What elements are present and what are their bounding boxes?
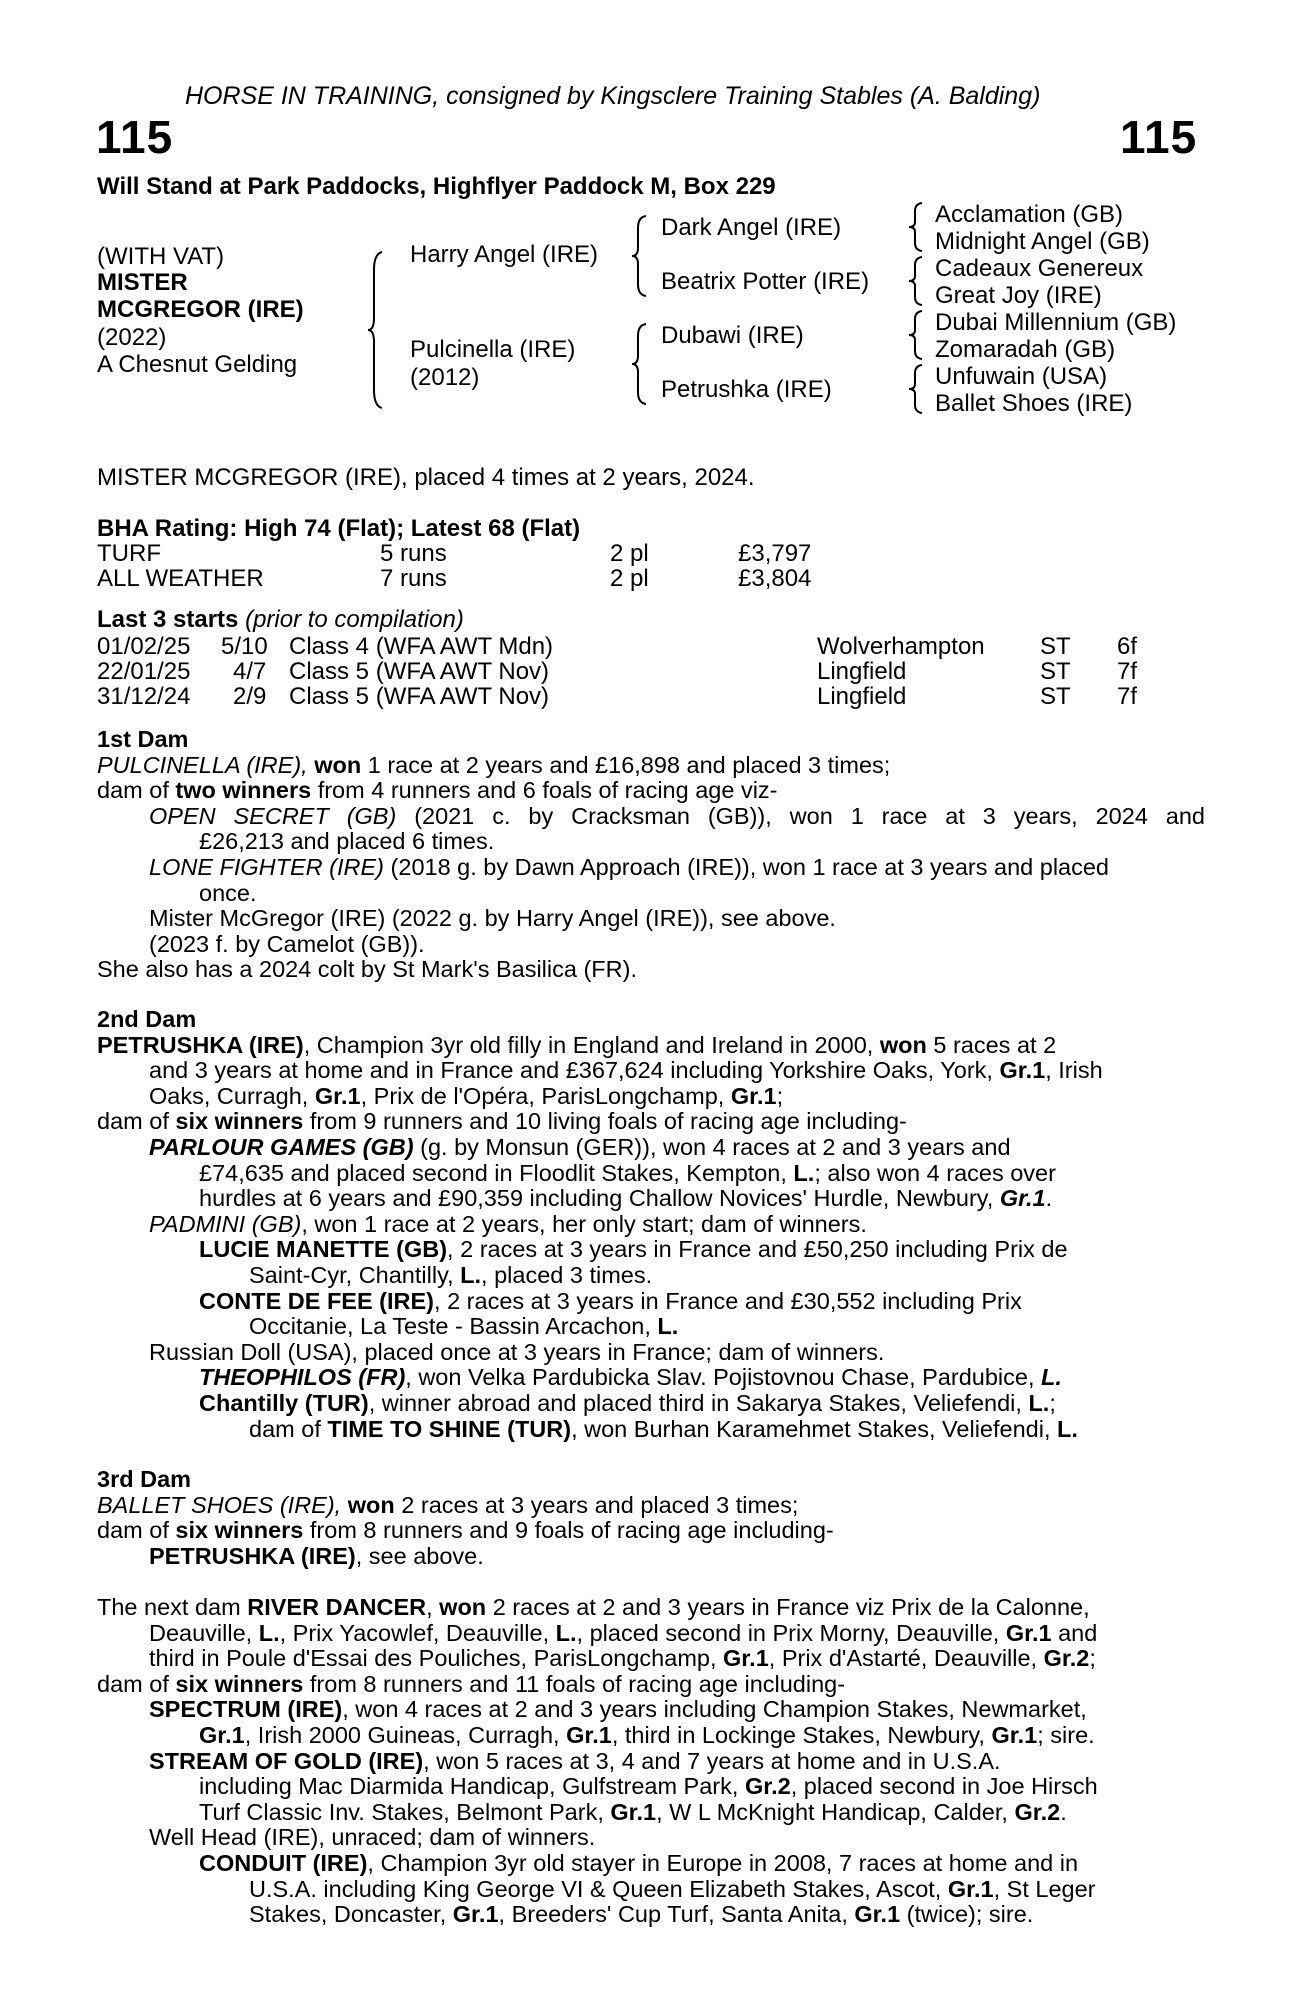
first-dam-section: [97, 727, 1205, 983]
start-date: 01/02/25: [97, 633, 191, 660]
race-text: , placed second in Prix Morny, Deauville,: [576, 1619, 1000, 1646]
first-dam-heading: 1st Dam: [97, 726, 189, 752]
race-text: , 2 races at 3 years in France and £30,552 including Prix: [434, 1287, 1022, 1314]
second-dam-line: [97, 1417, 1205, 1443]
second-dam-line: [97, 1135, 1205, 1161]
start-going: ST: [1040, 683, 1071, 710]
rating-earnings: £3,797: [738, 540, 812, 567]
first-dam-line: [97, 855, 1205, 881]
third-dam-line: [97, 1518, 1205, 1544]
second-dam-section: [97, 1007, 1205, 1442]
race-text: .: [1045, 1185, 1053, 1212]
grade-label: Gr.1: [854, 1901, 901, 1928]
pedigree-sire-dam: Beatrix Potter (IRE): [661, 268, 870, 295]
stand-location: Will Stand at Park Paddocks, Highflyer Paddock M, Box 229: [97, 173, 776, 200]
second-dam-line: [97, 1289, 1205, 1315]
lot-number-right: 115: [1120, 111, 1198, 163]
race-text: , won 1 race at 2 years, her only start; dam of winners.: [301, 1210, 867, 1237]
second-dam-line: [97, 1314, 1205, 1340]
pedigree-brace-g3: [908, 310, 928, 360]
first-dam-line: [97, 778, 1205, 804]
rating-placed: 2 pl: [610, 540, 649, 567]
race-text: dam of: [97, 1108, 169, 1135]
dam-name: PULCINELLA (IRE),: [97, 751, 308, 778]
race-text: , won 5 races at 3, 4 and 7 years at home and in U.S.A.: [423, 1747, 1001, 1774]
race-text: , Champion 3yr old stayer in Europe in 2008, 7 races at home and in: [367, 1849, 1079, 1876]
race-text: dam of: [97, 777, 169, 804]
second-dam-line: [97, 1084, 1205, 1110]
grade-label: L.: [1057, 1415, 1078, 1442]
start-position: 5/10: [221, 633, 268, 660]
first-dam-line: She also has a 2024 colt by St Mark's Basilica (FR).: [97, 956, 637, 983]
pedigree-g3-5: Dubai Millennium (GB): [935, 309, 1177, 336]
start-distance: 6f: [1117, 633, 1138, 660]
horse-year: (2022): [97, 324, 167, 351]
race-text: .: [1060, 1798, 1067, 1825]
race-text: ;: [1089, 1645, 1096, 1672]
offspring-name: PETRUSHKA (IRE): [149, 1542, 356, 1569]
second-dam-line: [97, 1212, 1205, 1238]
race-text: (twice); sire.: [906, 1901, 1034, 1928]
second-dam-line: [97, 1109, 1205, 1135]
start-position: 4/7: [233, 658, 267, 685]
race-text: from 9 runners and 10 living foals of racing age including-: [309, 1108, 907, 1135]
start-date: 22/01/25: [97, 658, 191, 685]
race-text: Oaks, Curragh,: [149, 1082, 309, 1109]
race-text: U.S.A. including King George VI & Queen Elizabeth Stakes, Ascot,: [249, 1875, 942, 1902]
second-dam-line: [97, 1391, 1205, 1417]
next-dam-line: [97, 1851, 1205, 1877]
pedigree-brace-dam: [632, 322, 654, 406]
race-text: (2021 c. by Cracksman (GB)), won 1 race at 3 years, 2024 and: [414, 802, 1205, 829]
start-course: Lingfield: [817, 658, 907, 685]
second-dam-line: [97, 1033, 1205, 1059]
next-dam-line: [97, 1723, 1205, 1749]
grade-label: Gr.1: [947, 1875, 994, 1902]
race-text: £74,635 and placed second in Floodlit Stakes, Kempton,: [199, 1159, 787, 1186]
race-text: and: [1058, 1619, 1098, 1646]
start-course: Lingfield: [817, 683, 907, 710]
race-text: , winner abroad and placed third in Sakarya Stakes, Veliefendi,: [368, 1389, 1022, 1416]
race-text: , placed 3 times.: [481, 1261, 653, 1288]
horse-name-1: MISTER: [97, 269, 188, 296]
offspring-name: LONE FIGHTER (IRE): [149, 853, 385, 880]
next-dam-line: [97, 1774, 1205, 1800]
start-going: ST: [1040, 658, 1071, 685]
pedigree-brace-g1: [908, 202, 928, 252]
grade-label: L.: [657, 1313, 679, 1340]
next-dam-line: [97, 1595, 1205, 1621]
race-text: , placed second in Joe Hirsch: [790, 1773, 1098, 1800]
grade-label: Gr.1: [723, 1645, 769, 1672]
last-starts-heading: [97, 607, 464, 632]
start-distance: 7f: [1117, 658, 1138, 685]
vat-note: (WITH VAT): [97, 243, 225, 270]
grade-label: L.: [1028, 1389, 1050, 1416]
race-text: , won Velka Pardubicka Slav. Pojistovnou Chase, Pardubice,: [405, 1364, 1035, 1391]
won-label: won: [314, 751, 362, 778]
grade-label: Gr.2: [744, 1773, 791, 1800]
grade-label: Gr.1: [314, 1082, 361, 1109]
offspring-name: CONDUIT (IRE): [199, 1849, 368, 1876]
race-text: and 3 years at home and in France and £367,624 including Yorkshire Oaks, York,: [149, 1057, 993, 1084]
offspring-name: Chantilly (TUR): [199, 1389, 369, 1416]
first-dam-line: Mister McGregor (IRE) (2022 g. by Harry Angel (IRE)), see above.: [149, 905, 836, 932]
pedigree-g3-8: Ballet Shoes (IRE): [935, 390, 1133, 417]
race-text: ; sire.: [1037, 1721, 1095, 1748]
race-text: 1 race at 2 years and £16,898 and placed 3 times;: [367, 751, 891, 778]
grade-label: Gr.1: [566, 1721, 612, 1748]
last-starts-title: Last 3 starts: [97, 606, 239, 633]
winners-count: six winners: [175, 1517, 304, 1544]
race-text: , won 4 races at 2 and 3 years including Champion Stakes, Newmarket,: [342, 1696, 1087, 1723]
first-dam-line: once.: [199, 879, 257, 906]
pedigree-g3-2: Midnight Angel (GB): [935, 228, 1150, 255]
pedigree-brace-main: [368, 250, 390, 410]
next-dam-line: [97, 1800, 1205, 1826]
start-race: Class 5 (WFA AWT Nov): [289, 683, 550, 710]
grade-label: Gr.1: [610, 1798, 657, 1825]
next-dam-line: [97, 1672, 1205, 1698]
grade-label: Gr.1: [730, 1082, 777, 1109]
race-text: , Prix de l'Opéra, ParisLongchamp,: [360, 1082, 725, 1109]
second-dam-line: Russian Doll (USA), placed once at 3 years in France; dam of winners.: [149, 1338, 885, 1365]
race-text: including Mac Diarmida Handicap, Gulfstream Park,: [199, 1773, 739, 1800]
race-text: , Irish: [1045, 1057, 1103, 1084]
pedigree-g3-6: Zomaradah (GB): [935, 336, 1116, 363]
race-text: third in Poule d'Essai des Pouliches, ParisLongchamp,: [149, 1645, 717, 1672]
start-race: Class 4 (WFA AWT Mdn): [289, 633, 554, 660]
race-text: , Irish 2000 Guineas, Curragh,: [244, 1721, 560, 1748]
race-text: Occitanie, La Teste - Bassin Arcachon,: [249, 1313, 651, 1340]
pedigree-brace-sire: [632, 214, 654, 298]
pedigree-dam-dam: Petrushka (IRE): [661, 376, 832, 403]
dam-name: BALLET SHOES (IRE),: [97, 1491, 342, 1518]
offspring-name: OPEN SECRET (GB): [149, 802, 397, 829]
first-dam-line: £26,213 and placed 6 times.: [199, 828, 495, 855]
rating-earnings: £3,804: [738, 565, 812, 592]
winners-count: six winners: [175, 1670, 304, 1697]
start-course: Wolverhampton: [817, 633, 985, 660]
offspring-name: STREAM OF GOLD (IRE): [149, 1747, 424, 1774]
dam-name: PETRUSHKA (IRE): [97, 1031, 304, 1058]
rating-runs: 5 runs: [380, 540, 447, 567]
race-text: , Prix d'Astarté, Deauville,: [768, 1645, 1038, 1672]
grade-label: Gr.1: [991, 1721, 1038, 1748]
race-text: ; also won 4 races over: [814, 1159, 1056, 1186]
race-text: hurdles at 6 years and £90,359 including Challow Novices' Hurdle, Newbury,: [199, 1185, 994, 1212]
dam-name: RIVER DANCER: [247, 1594, 427, 1620]
offspring-name: PARLOUR GAMES (GB): [149, 1133, 414, 1160]
rating-placed: 2 pl: [610, 565, 649, 592]
grade-label: Gr.1: [452, 1901, 499, 1928]
pedigree-brace-g2: [908, 256, 928, 306]
pedigree-g3-7: Unfuwain (USA): [935, 363, 1108, 390]
grade-label: Gr.1: [199, 1721, 245, 1748]
race-text: , Breeders' Cup Turf, Santa Anita,: [498, 1901, 848, 1928]
start-going: ST: [1040, 633, 1071, 660]
race-text: , St Leger: [993, 1875, 1096, 1902]
won-label: won: [879, 1031, 927, 1058]
next-dam-line: [97, 1877, 1205, 1903]
next-dam-section: [97, 1595, 1205, 1928]
race-text: from 8 runners and 9 foals of racing age including-: [309, 1517, 834, 1544]
next-dam-line: [97, 1902, 1205, 1928]
lot-number-left: 115: [96, 111, 174, 163]
grade-label: Gr.2: [1043, 1645, 1090, 1672]
grade-label: L.: [793, 1159, 815, 1186]
next-dam-line: Well Head (IRE), unraced; dam of winners.: [149, 1824, 596, 1851]
race-text: Deauville,: [149, 1619, 253, 1646]
second-dam-line: [97, 1058, 1205, 1084]
third-dam-section: [97, 1467, 1205, 1569]
grade-label: L.: [1041, 1364, 1062, 1391]
second-dam-line: [97, 1365, 1205, 1391]
third-dam-line: [97, 1544, 1205, 1570]
second-dam-line: [97, 1237, 1205, 1263]
pedigree-g3-3: Cadeaux Genereux: [935, 255, 1144, 282]
race-text: Turf Classic Inv. Stakes, Belmont Park,: [199, 1798, 604, 1825]
offspring-name: THEOPHILOS (FR): [199, 1364, 406, 1391]
pedigree-sire-sire: Dark Angel (IRE): [661, 214, 842, 241]
first-dam-line: [97, 804, 1205, 830]
race-text: dam of: [97, 1517, 169, 1544]
race-summary: MISTER MCGREGOR (IRE), placed 4 times at 2 years, 2024.: [97, 464, 755, 491]
last-starts-note: (prior to compilation): [245, 606, 464, 633]
first-dam-line: [97, 753, 1205, 779]
race-text: ;: [776, 1082, 784, 1109]
grade-label: Gr.1: [999, 1057, 1046, 1084]
grade-label: Gr.1: [999, 1185, 1046, 1212]
race-text: (g. by Monsun (GER)), won 4 races at 2 and 3 years and: [420, 1133, 1011, 1160]
race-text: 5 races at 2: [933, 1031, 1057, 1058]
race-text: , W L McKnight Handicap, Calder,: [656, 1798, 1008, 1825]
pedigree-brace-g4: [908, 364, 928, 414]
first-dam-line: (2023 f. by Camelot (GB)).: [149, 930, 425, 957]
third-dam-line: [97, 1493, 1205, 1519]
next-dam-line: [97, 1749, 1205, 1775]
offspring-name: TIME TO SHINE (TUR): [327, 1415, 572, 1442]
race-text: dam of: [249, 1415, 321, 1442]
pedigree-dam-year: (2012): [410, 364, 480, 391]
offspring-name: LUCIE MANETTE (GB): [199, 1236, 448, 1263]
offspring-name: SPECTRUM (IRE): [149, 1696, 343, 1723]
bha-rating: BHA Rating: High 74 (Flat); Latest 68 (Flat): [97, 515, 581, 542]
race-text: from 4 runners and 6 foals of racing age viz-: [317, 777, 778, 804]
pedigree-dam-sire: Dubawi (IRE): [661, 322, 804, 349]
pedigree-g3-4: Great Joy (IRE): [935, 282, 1102, 309]
next-dam-line: [97, 1697, 1205, 1723]
grade-label: Gr.1: [1005, 1619, 1052, 1646]
pedigree-dam: Pulcinella (IRE): [410, 336, 576, 363]
race-text: 2 races at 2 and 3 years in France viz Prix de la Calonne,: [492, 1594, 1090, 1620]
race-text: 2 races at 3 years and placed 3 times;: [401, 1491, 799, 1518]
offspring-name: CONTE DE FEE (IRE): [199, 1287, 435, 1314]
rating-surface: ALL WEATHER: [97, 565, 264, 592]
horse-name-2: MCGREGOR (IRE): [97, 296, 304, 323]
winners-count: two winners: [175, 777, 312, 804]
race-text: Stakes, Doncaster,: [249, 1901, 447, 1928]
race-text: (2018 g. by Dawn Approach (IRE)), won 1 race at 3 years and placed: [390, 853, 1109, 880]
start-position: 2/9: [233, 683, 267, 710]
start-distance: 7f: [1117, 683, 1138, 710]
grade-label: L.: [258, 1619, 280, 1646]
race-text: , third in Lockinge Stakes, Newbury,: [611, 1721, 985, 1748]
third-dam-heading: 3rd Dam: [97, 1466, 192, 1492]
race-text: The next dam: [97, 1594, 241, 1620]
next-dam-line: [97, 1646, 1205, 1672]
second-dam-heading: 2nd Dam: [97, 1006, 197, 1032]
horse-description: A Chesnut Gelding: [97, 351, 298, 378]
race-text: Saint-Cyr, Chantilly,: [249, 1261, 454, 1288]
second-dam-line: [97, 1186, 1205, 1212]
grade-label: Gr.2: [1014, 1798, 1061, 1825]
next-dam-line: [97, 1621, 1205, 1647]
second-dam-line: [97, 1161, 1205, 1187]
pedigree-sire: Harry Angel (IRE): [410, 241, 599, 268]
offspring-name: PADMINI (GB): [149, 1210, 302, 1237]
grade-label: L.: [555, 1619, 577, 1646]
rating-runs: 7 runs: [380, 565, 447, 592]
race-text: ;: [1049, 1389, 1056, 1416]
start-race: Class 5 (WFA AWT Nov): [289, 658, 550, 685]
rating-surface: TURF: [97, 540, 161, 567]
race-text: dam of: [97, 1670, 169, 1697]
race-text: , see above.: [355, 1542, 484, 1569]
race-text: , won Burhan Karamehmet Stakes, Veliefendi,: [571, 1415, 1051, 1442]
pedigree-g3-1: Acclamation (GB): [935, 201, 1124, 228]
race-text: , 2 races at 3 years in France and £50,250 including Prix de: [447, 1236, 1068, 1263]
race-text: from 8 runners and 11 foals of racing age including-: [309, 1670, 846, 1697]
race-text: , Champion 3yr old filly in England and Ireland in 2000,: [303, 1031, 874, 1058]
race-text: ,: [426, 1594, 433, 1620]
winners-count: six winners: [175, 1108, 304, 1135]
race-text: , Prix Yacowlef, Deauville,: [279, 1619, 550, 1646]
won-label: won: [347, 1491, 395, 1518]
start-date: 31/12/24: [97, 683, 191, 710]
won-label: won: [439, 1594, 487, 1620]
second-dam-line: [97, 1263, 1205, 1289]
grade-label: L.: [460, 1261, 482, 1288]
page-header: HORSE IN TRAINING, consigned by Kingsclere Training Stables (A. Balding): [185, 82, 1041, 110]
